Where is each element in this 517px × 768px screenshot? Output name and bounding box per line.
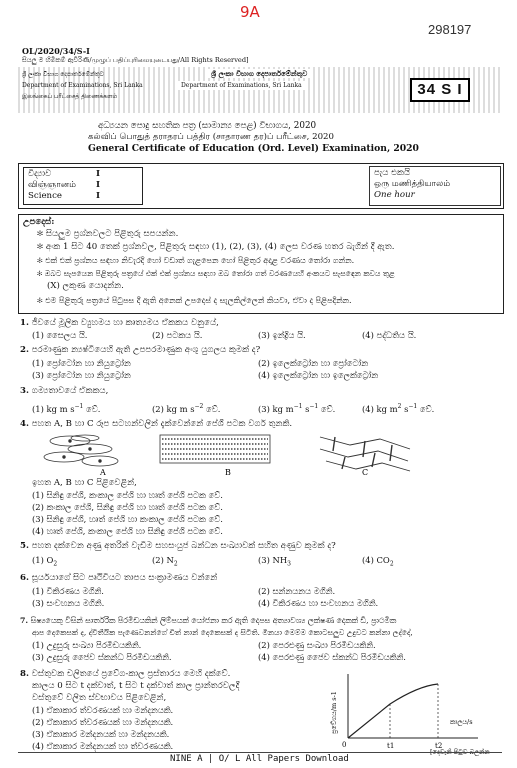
instructions-title: උපදෙස්: (23, 217, 55, 227)
q2-opt4: (4) ඉලෙක්ට්‍රෝන හා ඉලෙක්ට්‍රෝන (258, 370, 379, 380)
question-4: 4. පහත A, B හා C රූප සටහන්වලින් දැක්වෙන්නේ පේශී පටක වර්ග තුනකි. (20, 419, 293, 429)
q6-opt1: (1) විකිරණය මගිනි. (32, 586, 104, 596)
q7-opt2: (2) පෙරළුණු සංඛ්‍යා පිරමීඩයකිනි. (258, 640, 376, 650)
velocity-curve (348, 684, 438, 738)
subject-box (18, 163, 504, 209)
q3-opt3: (3) kg $m^{-1}$ $s^{-1}$ වේ. (258, 403, 336, 414)
figure-a-smooth-muscle (44, 435, 118, 466)
instruction-2: ✻ අංක 1 සිට 40 තෙක් ප්‍රශ්නවල, පිළිතුරු සඳහා (1), (2), (3), (4) ලෙස වරණ හතර බැගින් දී ඇත. (37, 242, 395, 252)
question-8-line2: කාලය 0 සිට t දක්වාත්, t සිට t දක්වාත් කාල ප්‍රාන්තරවලදී (32, 681, 240, 691)
velocity-time-graph (318, 668, 498, 752)
q4-opt4: (4) හෘත් පේශි, කංකාල පේශි හා සිනිඳු පේශි පටක වේ. (32, 526, 223, 536)
q5-opt3: (3) $NH_3$ (258, 555, 291, 568)
q7-opt3: (3) උදුසුරු ජෛව ස්කන්ධ පිරමීඩයකිනි. (32, 652, 172, 662)
part-3: I (96, 191, 101, 201)
q3-opt1: (1) kg m $s^{-1}$ වේ. (32, 403, 101, 414)
exam-title-ta: கல்விப் பொதுத் தராதரப் பத்திர (சாதாரண தர)ப் பரீட்சை, 2020 (88, 132, 334, 142)
question-3: 3. ගම්‍යතාවයේ ඒකකය, (20, 386, 109, 396)
question-2: 2. පරමාණුක න්‍යෂ්ටියෙහි ඇති උපපරමාණුක අංශු යුගලය කුමක් ද? (20, 345, 261, 355)
dept-line-en: Department of Examinations, Sri Lanka (22, 82, 143, 89)
instruction-1: ✻ සියලුම ප්‍රශ්නවලට පිළිතුරු සපයන්න. (37, 229, 179, 239)
figure-c-cardiac-muscle (320, 437, 410, 471)
q3-opt4: (4) kg $m^2$ $s^{-1}$ වේ. (362, 403, 435, 414)
duration-box (369, 166, 501, 206)
dept-line-si: ශ්‍රී ලංකා විභාග දෙපාර්තමේන්තුව (22, 71, 105, 78)
question-5: 5. පහත දක්වෙන අණු අතරින් වැඩිම සහසංයුජ බන්ධන සංඛ්‍යාවක් සහිත අණුව කුමක් ද? (20, 541, 336, 551)
q7-opt1: (1) උදුසුරු සංඛ්‍යා පිරමීඩයකිනි. (32, 640, 142, 650)
dept-title-center: ශ්‍රී ලංකා විභාග දෙපාර්තමේන්තුව (208, 69, 310, 78)
question-1: 1. ජීවයේ මූලික ව්‍යුහමය හා කෘත්‍යමය ඒකකය වනුයේ, (20, 318, 219, 328)
question-6: 6. සූර්යයාගේ සිට පෘථිවියට තාපය සංක්‍රාමණය වන්නේ (20, 573, 218, 583)
duration-en: One hour (374, 190, 415, 200)
subject-ta: விஞ்ஞானம் (28, 180, 76, 190)
part-1: I (96, 169, 101, 179)
instructions-box (18, 214, 504, 314)
paper-code-box: 34 S I (410, 78, 470, 102)
figure-b-skeletal-muscle (160, 435, 270, 463)
dept-line-ta: இலங்கைப் பரீட்சைத் திணைக்களம் (22, 93, 118, 100)
question-7-line2: ආප දෙකෙසක් ද, ද්විතීයික පැණෙවනන්ගේ චිත් නාන් දෙකෙසක් ද සිටිති. මිනයා මෙම්ම කොටසලුව උදුවට කන්නා ලද්දේ, (32, 628, 413, 637)
copyright-line: සියලු ම හිමිකම් ඇවිරිණි/முழுப் பதிப்புரிமையுடையது/All Rights Reserved] (22, 56, 249, 64)
q5-opt4: (4) $CO_2$ (362, 555, 394, 568)
duration-ta: ஒரு மணித்தியாலம் (374, 179, 451, 189)
graph-ylabel: ප්‍රවේගය/m s-1 (330, 691, 338, 734)
q6-opt3: (3) සංවහනය මගිනි. (32, 598, 105, 608)
question-8: 8. වස්තුවක චලිතයේ ප්‍රවේග-කාල ප්‍රස්තාරය මෙහි දක්වේ. (20, 669, 231, 679)
exam-title-si: අධ්‍යයන පොදු සහතික පත්‍ර (සාමාන්‍ය පෙළ) විභාගය, 2020 (98, 121, 317, 131)
instruction-4: ✻ ඔබට සැපයෙන පිළිතුරු පත්‍රයේ එක් එක් ප්‍රශ්නය සඳහා ඔබ තෝරා ගත් වරණයෙහි අංකයට සැසඳෙන කවය තුළ (37, 269, 395, 278)
q1-opt4: (4) පද්ධතිය යි. (362, 330, 417, 340)
dept-title-center-en: Department of Examinations, Sri Lanka (178, 81, 305, 90)
duration-si: පැය එකයි (374, 168, 411, 178)
reference-code: OL/2020/34/S-I (22, 46, 90, 56)
muscle-tissue-figures (30, 431, 430, 475)
q1-opt3: (3) ඉන්ද්‍රිය යි. (258, 330, 306, 340)
top-mark: 9A (240, 3, 260, 21)
instruction-3: ✻ එක් එක් ප්‍රශ්නය සඳහා නිවැරදි හෝ වඩාත් ගැළපෙන හෝ පිළිතුර අදාළ වරණය තෝරා ගන්න. (37, 256, 355, 265)
figure-label-b: B (225, 468, 231, 475)
q7-opt4: (4) පෙරළුණු ජෛව ස්කන්ධ පිරමීඩයකිනි. (258, 652, 406, 662)
q3-opt2: (2) kg m $s^{-2}$ වේ. (152, 403, 221, 414)
q8-opt1: (1) ඒකාකාර ත්වරණයක් හා මන්දනයකි. (32, 705, 174, 715)
footer-divider (18, 752, 502, 753)
question-7: 7. සිෂ්‍යයෙකු විසින් සාර්තරික පිරමීඩයකින් ලිම්පයක් යෝජනා කර ඇති දෙපස අත්‍යාවශ්‍ය ලක්ෂණ දෙකක් ඩී, ප්‍රාථමික (20, 616, 397, 625)
q2-opt2: (2) ඉලෙක්ට්‍රෝන හා ප්‍රෝටෝන (258, 358, 369, 368)
q2-opt1: (1) ප්‍රෝටෝන හා නියුට්‍රෝන (32, 358, 131, 368)
footer-text: NINE A | O/ L All Papers Download (170, 754, 349, 764)
graph-t2: t2 (435, 742, 443, 750)
part-2: I (96, 180, 101, 190)
graph-origin: 0 (342, 741, 347, 749)
exam-title-en: General Certificate of Education (Ord. Level) Examination, 2020 (88, 143, 419, 154)
graph-t1: t1 (387, 742, 395, 750)
q4-opt1: (1) සිනිඳු පේශි, කංකාල පේශි හා හෘත් පේශි පටක වේ. (32, 490, 223, 500)
question-8-line3: වස්තුවේ වලිත ස්වභාවය පිළිවෙළින්, (32, 693, 167, 703)
figure-label-c: C (362, 468, 369, 475)
q5-opt2: (2) $N_2$ (152, 555, 178, 568)
document-number: 298197 (428, 22, 472, 37)
instruction-4b: (X) ලකුණ යොදන්න. (47, 281, 124, 291)
turn-over-note: [දෙවැනි පිටුව බලන්න (430, 748, 490, 756)
q5-opt1: (1) $O_2$ (32, 555, 58, 568)
q8-opt3: (3) ඒකාකාර මන්දනයක් හා මන්දනයකි. (32, 729, 170, 739)
subject-si: විද්‍යාව (28, 169, 52, 179)
q6-opt4: (4) විකිරණය හා සංවහනය මගිනි. (258, 598, 379, 608)
q8-opt4: (4) ඒකාකාර මන්දනයක් හා ත්වරණයකි. (32, 741, 174, 751)
subject-name-box (23, 167, 143, 205)
q6-opt2: (2) සන්නයනය මගිනි. (258, 586, 336, 596)
q2-opt3: (3) ප්‍රෝටෝන හා නියුට්‍රෝන (32, 370, 131, 380)
q4-opt3: (3) සිනිඳු පේශි, හෘත් පේශි හා කංකාල පේශි පටක වේ. (32, 514, 223, 524)
instruction-5: ✻ එම පිළිතුරු පත්‍රයේ පිටුපස දී ඇති අනෙක් උපදෙස් ද සැලකිල්ලෙන් කියවා, ඒවා ද පිළිපදින්න. (37, 296, 352, 305)
q1-opt2: (2) පටකය යි. (152, 330, 203, 340)
subject-en: Science (28, 191, 62, 201)
q8-opt2: (2) ඒකාකාර ත්වරණයක් හා මන්දනයකි. (32, 717, 174, 727)
graph-xlabel: කාලය/s (450, 718, 473, 726)
q4-opt2: (2) කංකාල පේශි, සිනිඳු පේශි හා හෘත් පේශි පටක වේ. (32, 502, 223, 512)
figure-label-a: A (100, 468, 106, 475)
q4-tail: ඉහත A, B හා C පිළිවෙළින්, (32, 478, 137, 488)
q1-opt1: (1) සෛලය යි. (32, 330, 88, 340)
